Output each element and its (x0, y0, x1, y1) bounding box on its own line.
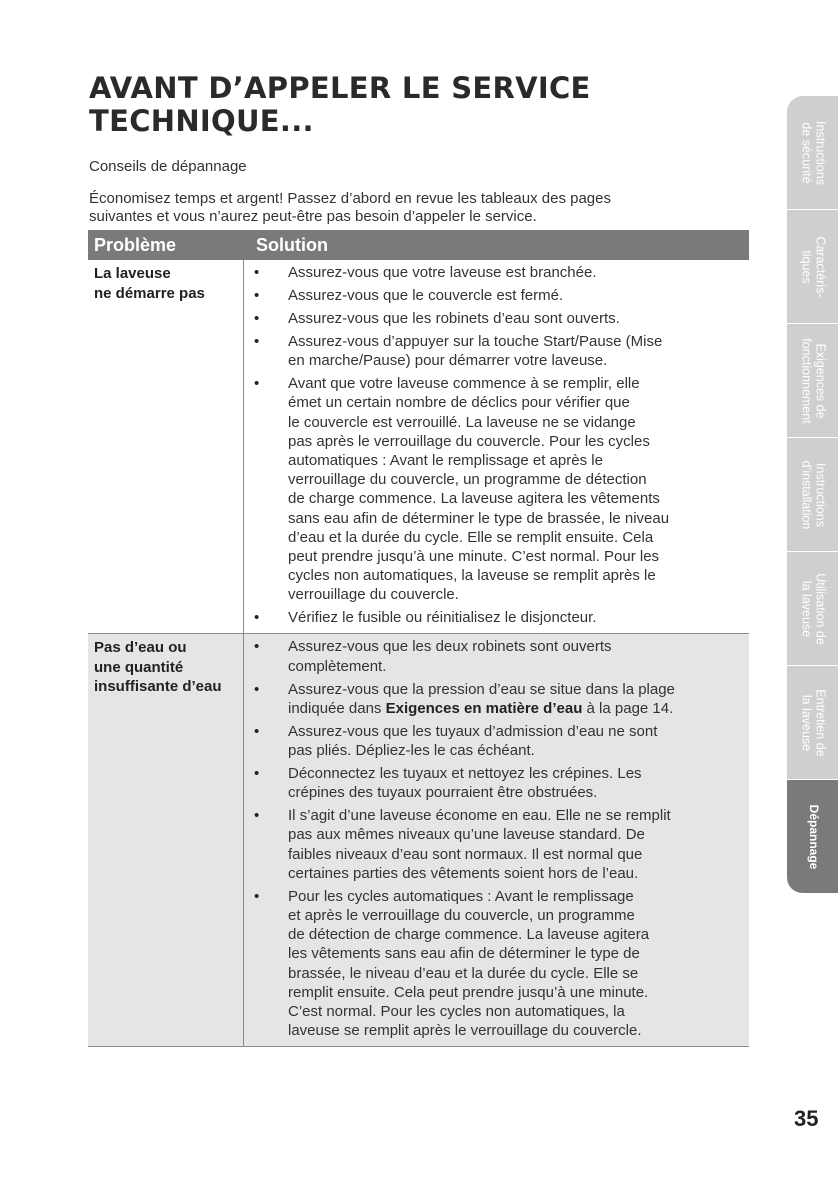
problem-line: Pas d’eau ou (94, 639, 187, 657)
side-tab-label-line: Entretien de (813, 688, 827, 757)
solution-line: certaines parties des vêtements soient hors de l’eau. (288, 864, 639, 882)
solution-line: • Déconnectez les tuyaux et nettoyez les crépines. Les (288, 765, 642, 783)
solution-line: • Il s’agit d’une laveuse économe en eau. Elle ne se remplit (288, 807, 671, 825)
solution-item (244, 887, 741, 1041)
side-tab-label-line: d’installation (799, 460, 814, 529)
solution-cell (244, 634, 749, 1046)
solution-line: brassée, le niveau d’eau et la durée du cycle. Elle se (288, 964, 639, 982)
solution-line: de charge commence. La laveuse agitera les vêtements (288, 490, 660, 508)
page-title-line: TECHNIQUE... (89, 104, 314, 138)
solution-line: le couvercle est verrouillé. La laveuse ne se vidange (288, 413, 636, 431)
section-reference: Exigences en matière d’eau (385, 699, 583, 717)
solution-item (244, 637, 741, 675)
side-tab-label (799, 99, 826, 207)
solution-item (244, 332, 741, 370)
side-tab-requirements[interactable] (787, 324, 838, 438)
side-tab-label (799, 669, 826, 777)
solution-line: • Assurez-vous que la pression d’eau se situe dans la plage (288, 680, 675, 698)
solution-item (244, 806, 741, 883)
solution-item (244, 286, 741, 305)
solution-line: • Vérifiez le fusible ou réinitialisez le disjoncteur. (288, 609, 597, 627)
table-header (88, 230, 749, 260)
solution-list (244, 263, 741, 628)
side-navigation (787, 96, 838, 894)
solution-line: en marche/Pause) pour démarrer votre laveuse. (288, 352, 608, 370)
solution-list (244, 637, 741, 1040)
intro-paragraph (89, 190, 749, 226)
side-tab-troubleshooting[interactable] (787, 780, 838, 894)
solution-line: cycles non automatiques, la laveuse se remplit après le (288, 567, 656, 585)
solution-line: faibles niveaux d’eau sont normaux. Il est normal que (288, 845, 643, 863)
side-tab-label-line: Dépannage (806, 804, 821, 869)
solution-line: d’eau et la durée du cycle. Elle se remplit ensuite. Cela (288, 528, 654, 546)
solution-text: indiquée dans (288, 699, 386, 717)
solution-item (244, 374, 741, 604)
problem-cell (88, 634, 244, 1046)
section-subtitle: Conseils de dépannage (89, 158, 247, 175)
problem-line: La laveuse (94, 265, 171, 282)
side-tab-label-line: Caractéris- (813, 235, 827, 298)
solution-line: remplit ensuite. Cela peut prendre jusqu’à une minute. (288, 983, 649, 1001)
solution-line: • Assurez-vous d’appuyer sur la touche Start/Pause (Mise (288, 333, 663, 350)
solution-line: complètement. (288, 657, 387, 675)
side-tab-label-line: fonctionnement (799, 337, 814, 424)
solution-line: pas aux mêmes niveaux qu’une laveuse standard. De (288, 826, 645, 844)
solution-item (244, 309, 741, 328)
solution-line: • Assurez-vous que votre laveuse est branchée. (288, 264, 597, 281)
table-row (88, 260, 749, 634)
side-tab-label-line: Instructions (813, 120, 827, 185)
solution-item (244, 764, 741, 802)
solution-item (244, 680, 741, 718)
side-tab-usage[interactable] (787, 552, 838, 666)
problem-cell (88, 260, 244, 633)
intro-line: suivantes et vous n’aurez peut-être pas besoin d’appeler le service. (89, 208, 537, 225)
solution-line: verrouillage du couvercle. (288, 586, 459, 604)
solution-item (244, 263, 741, 282)
side-tab-label-line: Instructions (813, 462, 827, 527)
side-tab-maintenance[interactable] (787, 666, 838, 780)
page-title-line: AVANT D’APPELER LE SERVICE (89, 71, 591, 105)
solution-line: de détection de charge commence. La laveuse agitera (288, 926, 650, 944)
side-tab-label-line: tiques (799, 249, 814, 284)
solution-cell (244, 260, 749, 633)
problem-line: ne démarre pas (94, 284, 205, 302)
solution-item (244, 722, 741, 760)
side-tab-label (799, 441, 826, 549)
side-tab-safety[interactable] (787, 96, 838, 210)
side-tab-label-line: la laveuse (799, 580, 814, 637)
page-title (89, 72, 729, 138)
solution-text: à la page 14. (582, 699, 674, 717)
solution-line: • Assurez-vous que les robinets d’eau sont ouverts. (288, 310, 620, 327)
solution-line: • Pour les cycles automatiques : Avant le remplissage (288, 887, 634, 905)
solution-line: peut prendre jusqu’à une minute. C’est normal. Pour les (288, 548, 660, 566)
side-tab-label (799, 555, 826, 663)
side-tab-label-line: de sécurité (799, 121, 814, 184)
solution-line: verrouillage du couvercle, un programme de détection (288, 471, 647, 489)
side-tab-label-line: Exigences de (813, 342, 827, 419)
solution-line: automatiques : Avant le remplissage et après le (288, 452, 603, 470)
solution-item (244, 608, 741, 627)
intro-line: Économisez temps et argent! Passez d’abord en revue les tableaux des pages (89, 190, 611, 207)
solution-line: et après le verrouillage du couvercle, un programme (288, 907, 635, 925)
solution-line: • Avant que votre laveuse commence à se remplir, elle (288, 375, 640, 393)
solution-line: pas après le verrouillage du couvercle. Pour les cycles (288, 432, 650, 450)
side-tab-label (806, 783, 820, 891)
problem-line: insuffisante d’eau (94, 678, 222, 696)
problem-line: une quantité (94, 658, 184, 676)
solution-line: C’est normal. Pour les cycles non automatiques, la (288, 1003, 625, 1021)
side-tab-label-line: Utilisation de (813, 572, 827, 645)
solution-line: • Assurez-vous que le couvercle est fermé. (288, 287, 564, 304)
solution-line: crépines des tuyaux pourraient être obstruées. (288, 784, 598, 802)
column-header-problem: Problème (94, 235, 177, 255)
side-tab-label (799, 213, 826, 321)
solution-line: laveuse se remplit après le verrouillage du couvercle. (288, 1022, 642, 1040)
solution-line: pas pliés. Dépliez-les le cas échéant. (288, 742, 535, 760)
solution-line (288, 699, 741, 718)
solution-line: • Assurez-vous que les tuyaux d’admission d’eau ne sont (288, 722, 658, 740)
side-tab-installation[interactable] (787, 438, 838, 552)
solution-line: • Assurez-vous que les deux robinets sont ouverts (288, 638, 612, 656)
page-number: 35 (794, 1106, 819, 1131)
side-tab-features[interactable] (787, 210, 838, 324)
solution-line: émet un certain nombre de déclics pour vérifier que (288, 394, 630, 412)
side-tab-label (799, 327, 826, 435)
column-header-solution: Solution (256, 235, 328, 255)
table-row (88, 634, 749, 1047)
troubleshooting-table (88, 230, 749, 1047)
solution-line: sans eau afin de déterminer le type de brassée, le niveau (288, 509, 670, 527)
side-tab-label-line: la laveuse (799, 694, 814, 751)
solution-line: les vêtements sans eau afin de déterminer le type de (288, 945, 640, 963)
